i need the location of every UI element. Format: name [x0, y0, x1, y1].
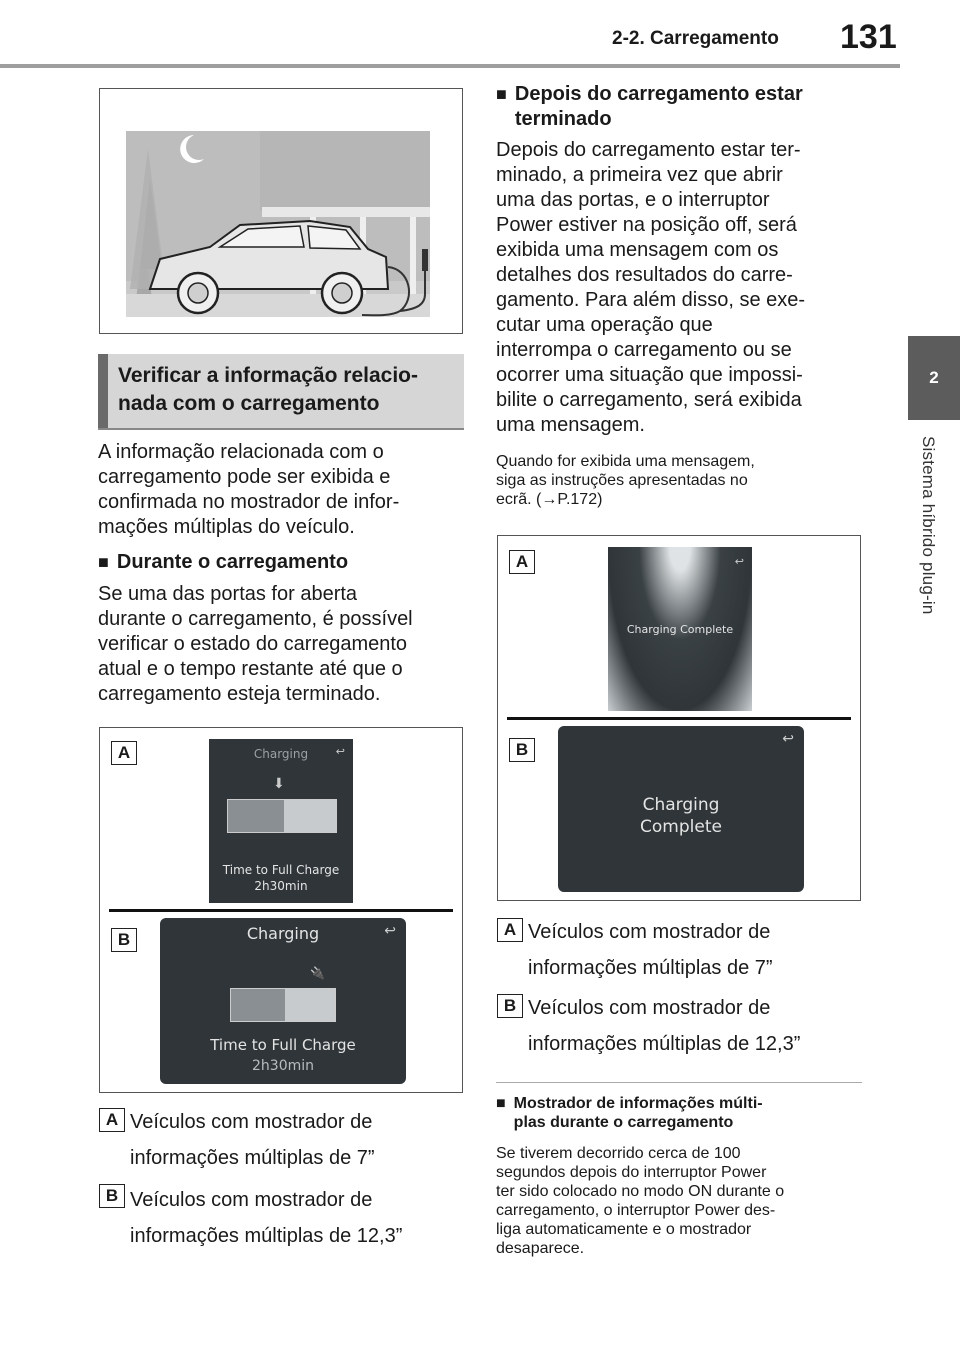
- screen-b-title: Charging: [246, 924, 320, 943]
- return-icon: ↩: [782, 730, 794, 746]
- screen-b-time-label: Time to Full Charge: [210, 1036, 356, 1054]
- plug-icon: 🔌: [310, 966, 325, 980]
- chapter-title: Sistema híbrido plug-in: [919, 436, 938, 615]
- caption-b-text: Veículos com mostrador de informações múltiplas de 12,3”: [528, 997, 801, 1055]
- screen-a-time-label: Time to Full Charge: [222, 863, 340, 877]
- square-bullet-icon: ■: [98, 552, 109, 572]
- chapter-tab: 2: [908, 336, 960, 420]
- screen-a-message: Charging Complete: [626, 623, 734, 636]
- subhead-during-charging: [98, 550, 468, 575]
- return-icon: ↩: [335, 746, 345, 758]
- section-heading-rule: [98, 428, 464, 430]
- return-icon: ↩: [734, 556, 744, 568]
- subhead-during-text: Durante o carregamento: [116, 551, 349, 573]
- subhead-display-text: Mostrador de informações múlti- plas durante o carregamento: [513, 1095, 763, 1131]
- figure-divider: [507, 717, 851, 720]
- subhead-display: [496, 1094, 866, 1132]
- car-charging-illustration: [99, 88, 463, 334]
- screen-b-time-value: 2h30min: [252, 1058, 314, 1074]
- caption-callout-a: A: [99, 1108, 125, 1132]
- subhead-after-text: Depois do carregamento estar terminado: [514, 83, 803, 130]
- section-heading-text: Verificar a informação relacio- nada com o carregamento: [118, 364, 418, 415]
- battery-graphic: [230, 988, 336, 1022]
- intro-paragraph: A informação relacionada com o carregamento pode ser exibida e confirmada no mostrador de infor- mações múltiplas do veículo.: [98, 441, 400, 538]
- screen-a-title: Charging: [253, 747, 309, 761]
- caption-a-text: Veículos com mostrador de informações múltiplas de 7”: [528, 921, 773, 979]
- screen-7inch-complete: [608, 547, 752, 711]
- charging-complete-figure: [497, 535, 861, 901]
- header-rule: [0, 64, 900, 68]
- screen-a-time-value: 2h30min: [254, 879, 308, 893]
- caption-b-text: Veículos com mostrador de informações múltiplas de 12,3”: [130, 1189, 403, 1247]
- figure-divider: [109, 909, 453, 912]
- charging-screens-figure: [99, 727, 463, 1093]
- screen-b-message: Charging Complete: [640, 795, 722, 837]
- during-paragraph: Se uma das portas for aberta durante o carregamento, é possível verificar o estado do carregamento atual e o tempo restante até que o carregamento esteja terminado.: [98, 583, 413, 705]
- square-bullet-icon: ■: [496, 84, 507, 104]
- car-charging-drawing: [100, 89, 462, 333]
- square-bullet-icon: ■: [496, 1095, 506, 1112]
- battery-graphic: [227, 799, 337, 833]
- callout-a: A: [111, 741, 137, 765]
- callout-b: B: [111, 928, 137, 952]
- screen-7inch-charging: [209, 739, 353, 903]
- section-rule: [496, 1082, 862, 1083]
- note-paragraph: Quando for exibida uma mensagem, siga as instruções apresentadas no ecrã. (→P.172): [496, 453, 755, 508]
- caption-callout-a: A: [497, 918, 523, 942]
- screen-12inch-complete: [558, 726, 804, 892]
- down-arrow-icon: ⬇: [273, 775, 285, 791]
- caption-a-text: Veículos com mostrador de informações múltiplas de 7”: [130, 1111, 375, 1169]
- caption-callout-b: B: [99, 1184, 125, 1208]
- section-title: 2-2. Carregamento: [612, 28, 779, 49]
- display-paragraph: Se tiverem decorrido cerca de 100 segundos depois do interruptor Power ter sido colocado no modo ON durante o carregamento, o interruptor Power des- liga automaticamente e o mostrador desaparece.: [496, 1145, 785, 1257]
- subhead-after-charging: [496, 82, 866, 132]
- screen-12inch-charging: [160, 918, 406, 1084]
- caption-callout-b: B: [497, 994, 523, 1018]
- section-heading: [98, 354, 464, 428]
- callout-a: A: [509, 550, 535, 574]
- return-icon: ↩: [384, 922, 396, 938]
- page-number: 131: [840, 18, 897, 56]
- after-paragraph: Depois do carregamento estar ter- minado, a primeira vez que abrir uma das portas, e o interruptor Power estiver na posição off, será exibida uma mensagem com os detalhes dos resultados do carre- gamento. Para além disso, se exe- cutar uma operação que interrompa o carregamento ou se ocorrer uma situação que impossi- bilite o carregamento, será exibida uma mensagem.: [496, 139, 806, 436]
- callout-b: B: [509, 738, 535, 762]
